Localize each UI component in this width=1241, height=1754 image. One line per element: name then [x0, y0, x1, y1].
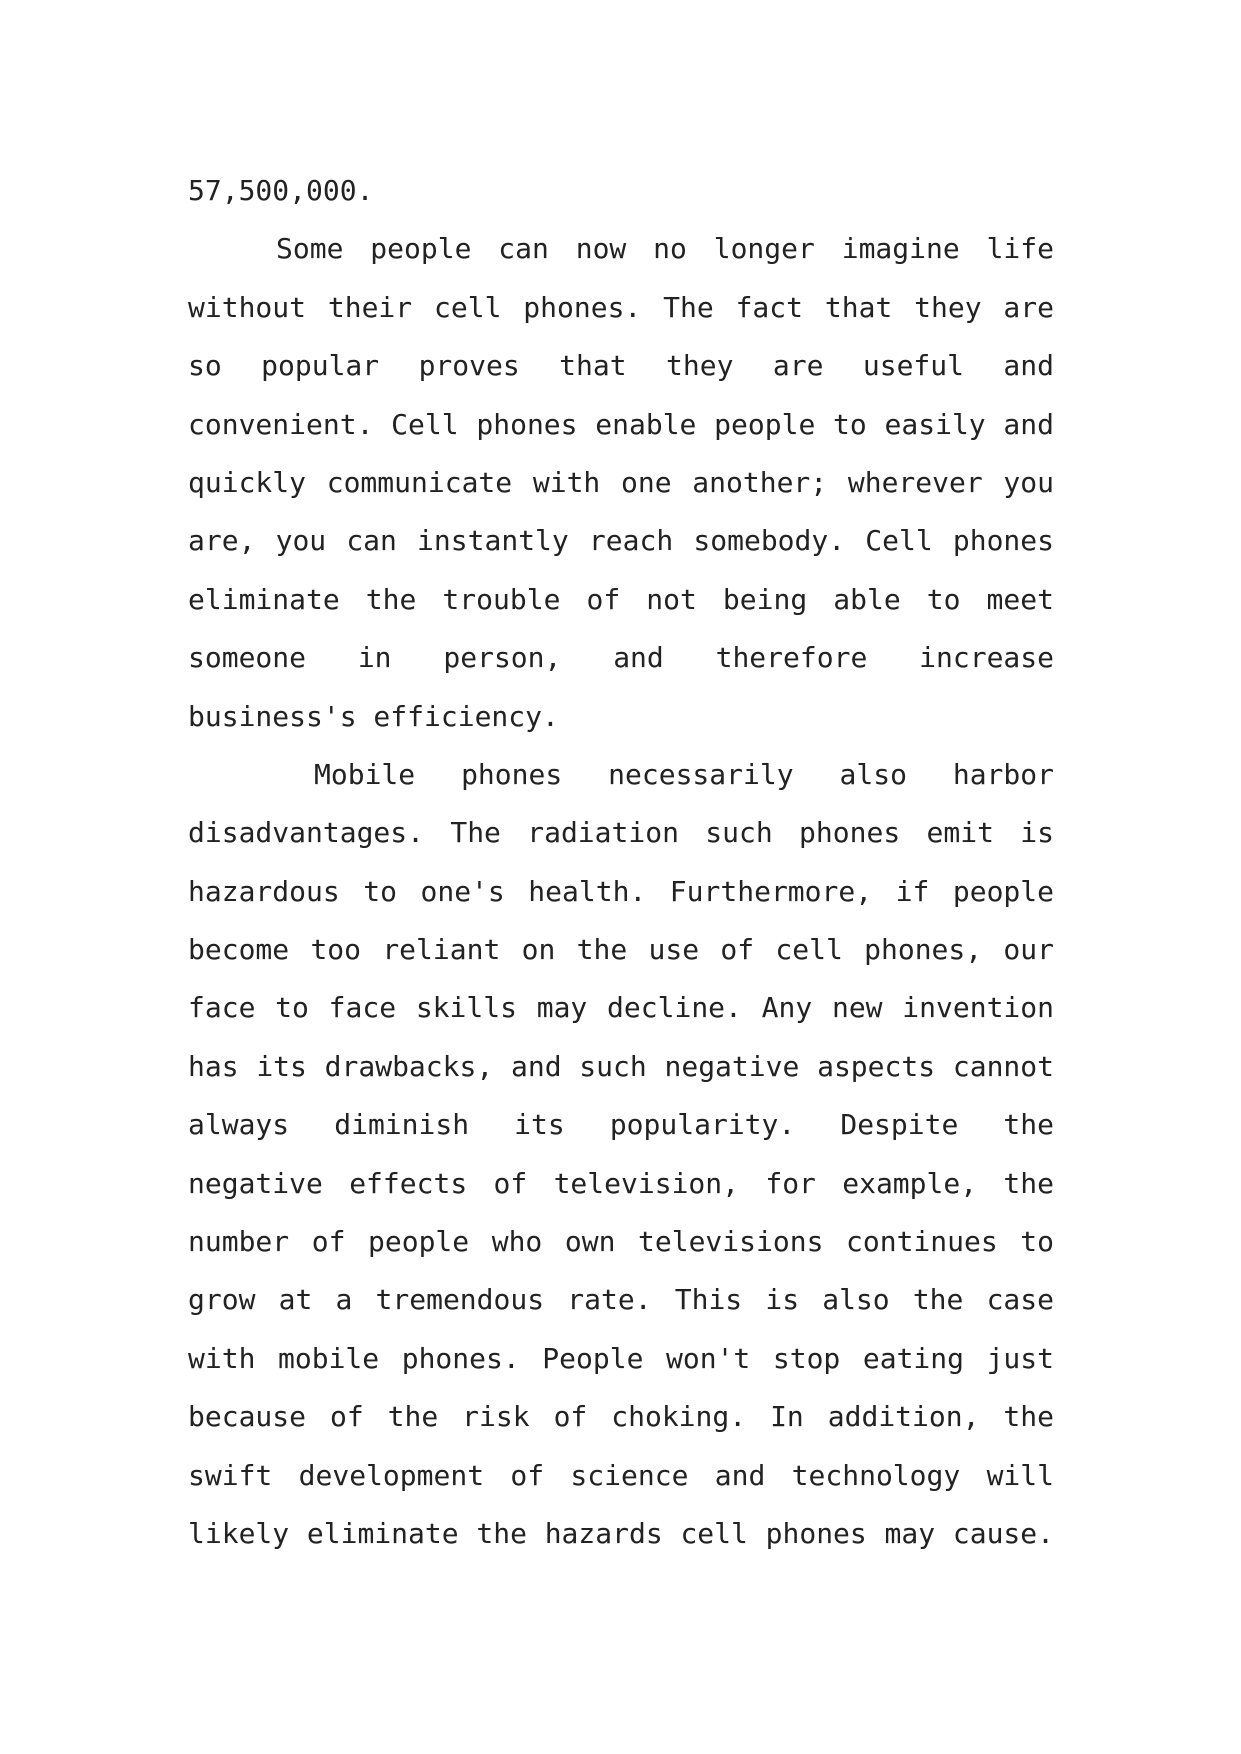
paragraph-line: become too reliant on the use of cell phones, our: [188, 933, 1054, 967]
paragraph-line: Mobile phones necessarily also harbor: [314, 757, 1054, 791]
paragraph-line: because of the risk of choking. In addition, the: [188, 1400, 1054, 1434]
paragraph-line: convenient. Cell phones enable people to easily and: [188, 407, 1054, 441]
paragraph-line: Some people can now no longer imagine life: [276, 232, 1054, 266]
paragraph-line: hazardous to one's health. Furthermore, if people: [188, 874, 1054, 908]
paragraph-line: has its drawbacks, and such negative aspects cannot: [188, 1049, 1054, 1083]
paragraph-line: are, you can instantly reach somebody. Cell phones: [188, 524, 1054, 558]
paragraph-line: so popular proves that they are useful and: [188, 349, 1054, 383]
paragraph-line: disadvantages. The radiation such phones emit is: [188, 816, 1054, 850]
paragraph-line: grow at a tremendous rate. This is also the case: [188, 1283, 1054, 1317]
paragraph-2: [188, 746, 1054, 1563]
paragraph-line: always diminish its popularity. Despite the: [188, 1108, 1054, 1142]
paragraph-line: face to face skills may decline. Any new invention: [188, 991, 1054, 1025]
opening-line: 57,500,000.: [188, 174, 374, 207]
paragraph-line: business's efficiency.: [188, 699, 559, 733]
paragraph-line: likely eliminate the hazards cell phones may cause.: [188, 1516, 1054, 1550]
paragraph-line: quickly communicate with one another; wherever you: [188, 465, 1054, 499]
document-body: [188, 162, 1054, 1563]
paragraph-line: with mobile phones. People won't stop eating just: [188, 1341, 1054, 1375]
paragraph-1: [188, 220, 1054, 746]
paragraph-line: negative effects of television, for example, the: [188, 1166, 1054, 1200]
paragraph-line: number of people who own televisions continues to: [188, 1225, 1054, 1259]
paragraph-line: swift development of science and technology will: [188, 1458, 1054, 1492]
paragraph-line: without their cell phones. The fact that they are: [188, 290, 1054, 324]
paragraph-line: eliminate the trouble of not being able to meet: [188, 582, 1054, 616]
paragraph-line: someone in person, and therefore increase: [188, 641, 1054, 675]
